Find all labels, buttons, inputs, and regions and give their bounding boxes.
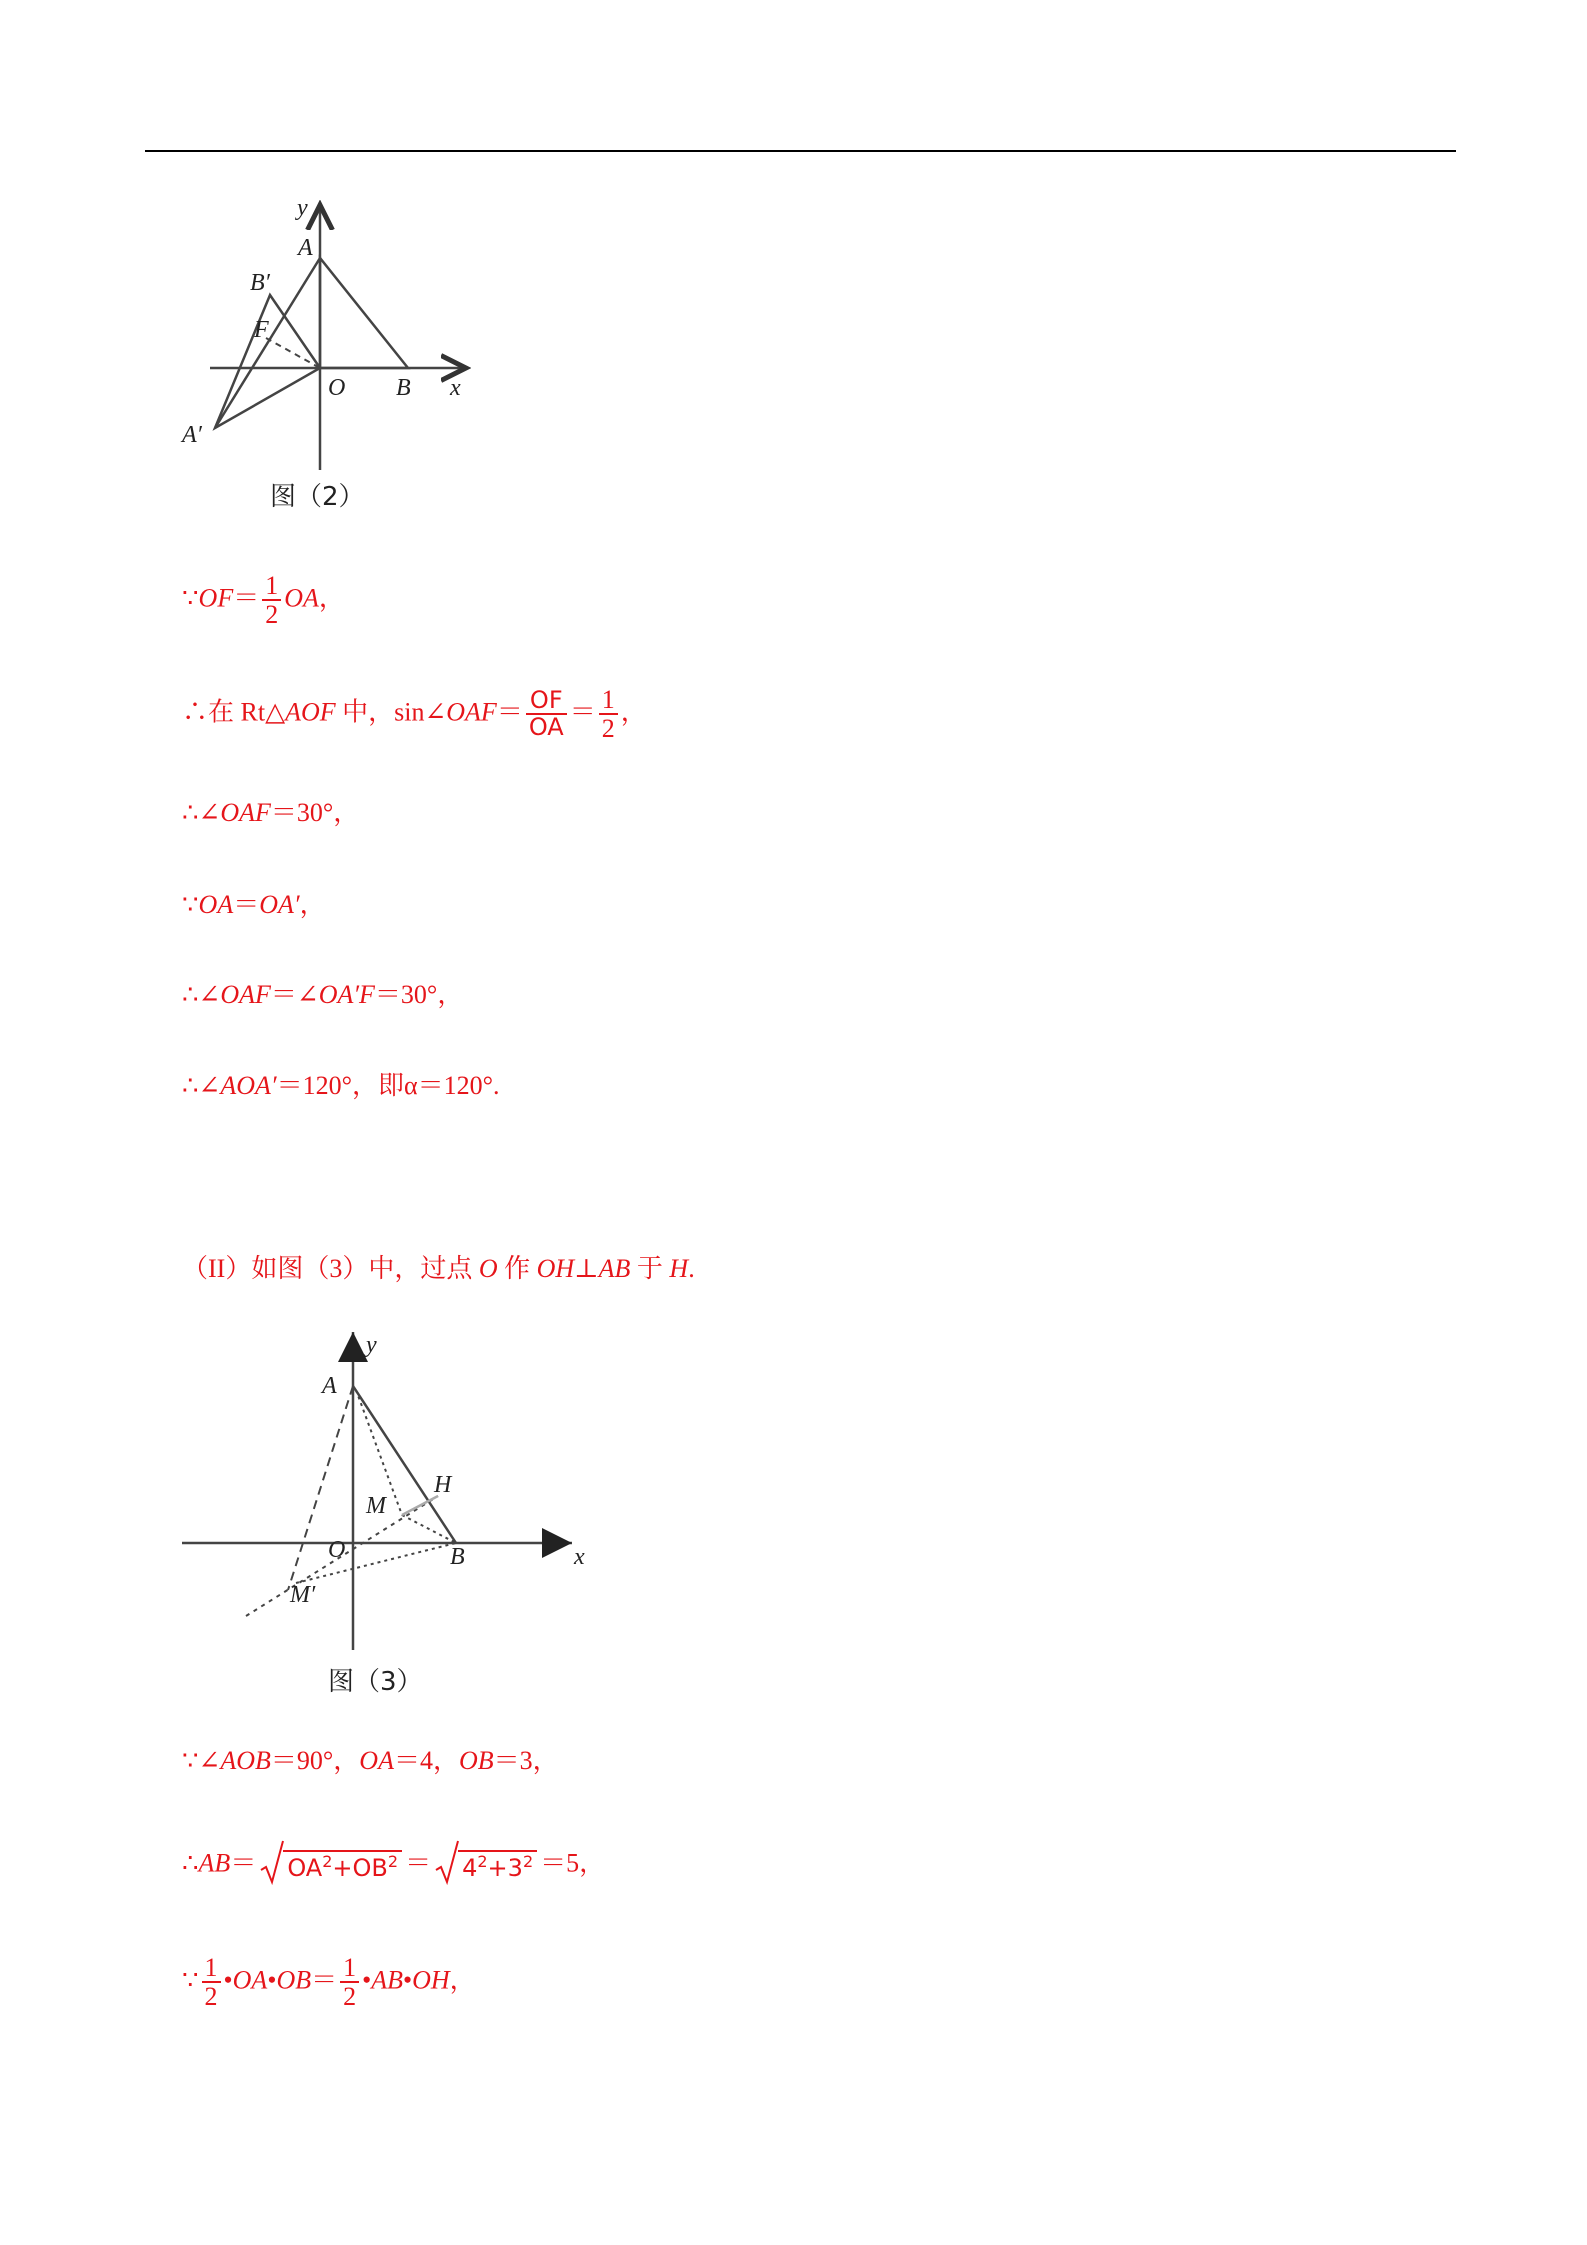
segment-m-prime-b [296,1543,456,1583]
label-y: y [366,1332,377,1358]
header-rule [145,150,1456,152]
sqrt-4-2-plus-3-2: $4^2+3^2$ [434,1850,537,1881]
proof-line-1: ∵OF＝ $\frac{1}{2}$ OA， [182,571,345,630]
proof-line-4: ∵OA＝OA′， [182,890,326,919]
figure-2-caption: 图（2） [270,482,365,512]
radical-sign-icon [259,1840,285,1886]
label-b: B [450,1544,465,1570]
fraction-one-half: $\frac{1}{2}$ [599,686,618,743]
proof-line-10: ∵ $\frac{1}{2}$ •OA•OB＝ $\frac{1}{2}$ •AB•OH， [182,1953,476,2012]
label-o: O [328,375,346,401]
label-h: H [434,1472,452,1498]
label-x: x [574,1544,585,1570]
label-x: x [450,375,461,401]
figure-2-diagram [170,190,490,525]
triangle-aob [320,258,408,368]
equals: ＝ [233,583,260,613]
proof-line-7: （II）如图（3）中，过点 O 作 OH⊥AB 于 H. [182,1254,695,1283]
text-of: OF [198,583,234,613]
label-m-prime: M′ [290,1582,316,1608]
segment-of-dashed [266,338,320,368]
label-a: A [322,1373,337,1399]
label-o: O [328,1537,346,1563]
figure-3 [170,1320,610,1710]
proof-line-5: ∴∠OAF＝∠OA′F＝30°， [182,980,464,1009]
figure-2 [170,190,490,525]
figure-3-caption: 图（3） [328,1667,423,1697]
proof-line-6: ∴∠AOA′＝120°，即α＝120°. [182,1071,500,1100]
proof-line-8: ∵∠AOB＝90°，OA＝4，OB＝3， [182,1746,559,1775]
proof-line-9: ∴AB＝ $OA^2+OB^2$ ＝ $4^2+3^2 =5$， [182,1850,605,1881]
label-m: M [366,1493,386,1519]
because-symbol: ∵ [182,583,199,613]
text-oa: OA [284,583,319,613]
label-a-prime: A′ [182,422,202,448]
proof-line-2: ∴在 Rt△AOF 中，sin∠OAF＝ $\frac{OF}{OA}$ ＝ $\frac{1}{2}$ ， [182,685,647,744]
sqrt-oa2-plus-ob2: $OA^2+OB^2$ [259,1850,402,1881]
label-y: y [297,195,308,221]
therefore-symbol: ∴ [182,697,209,727]
fraction-one-half: $\frac{1}{2}$ [202,1954,221,2011]
fraction-one-half: $\frac{1}{2}$ [340,1954,359,2011]
radical-sign-icon [434,1840,460,1886]
segment-ab [353,1386,456,1543]
label-b: B [396,375,411,401]
fraction-of-over-oa: $\frac{OF}{OA}$ [526,688,567,740]
figure-3-diagram [170,1320,610,1710]
label-f: F [254,317,269,343]
label-a: A [298,235,313,261]
label-b-prime: B′ [250,270,270,296]
triangle-a-prime-o-b-prime [215,295,320,428]
fraction-one-half: $\frac{1}{2}$ [262,572,281,629]
proof-line-3: ∴∠OAF＝30°， [182,798,360,827]
